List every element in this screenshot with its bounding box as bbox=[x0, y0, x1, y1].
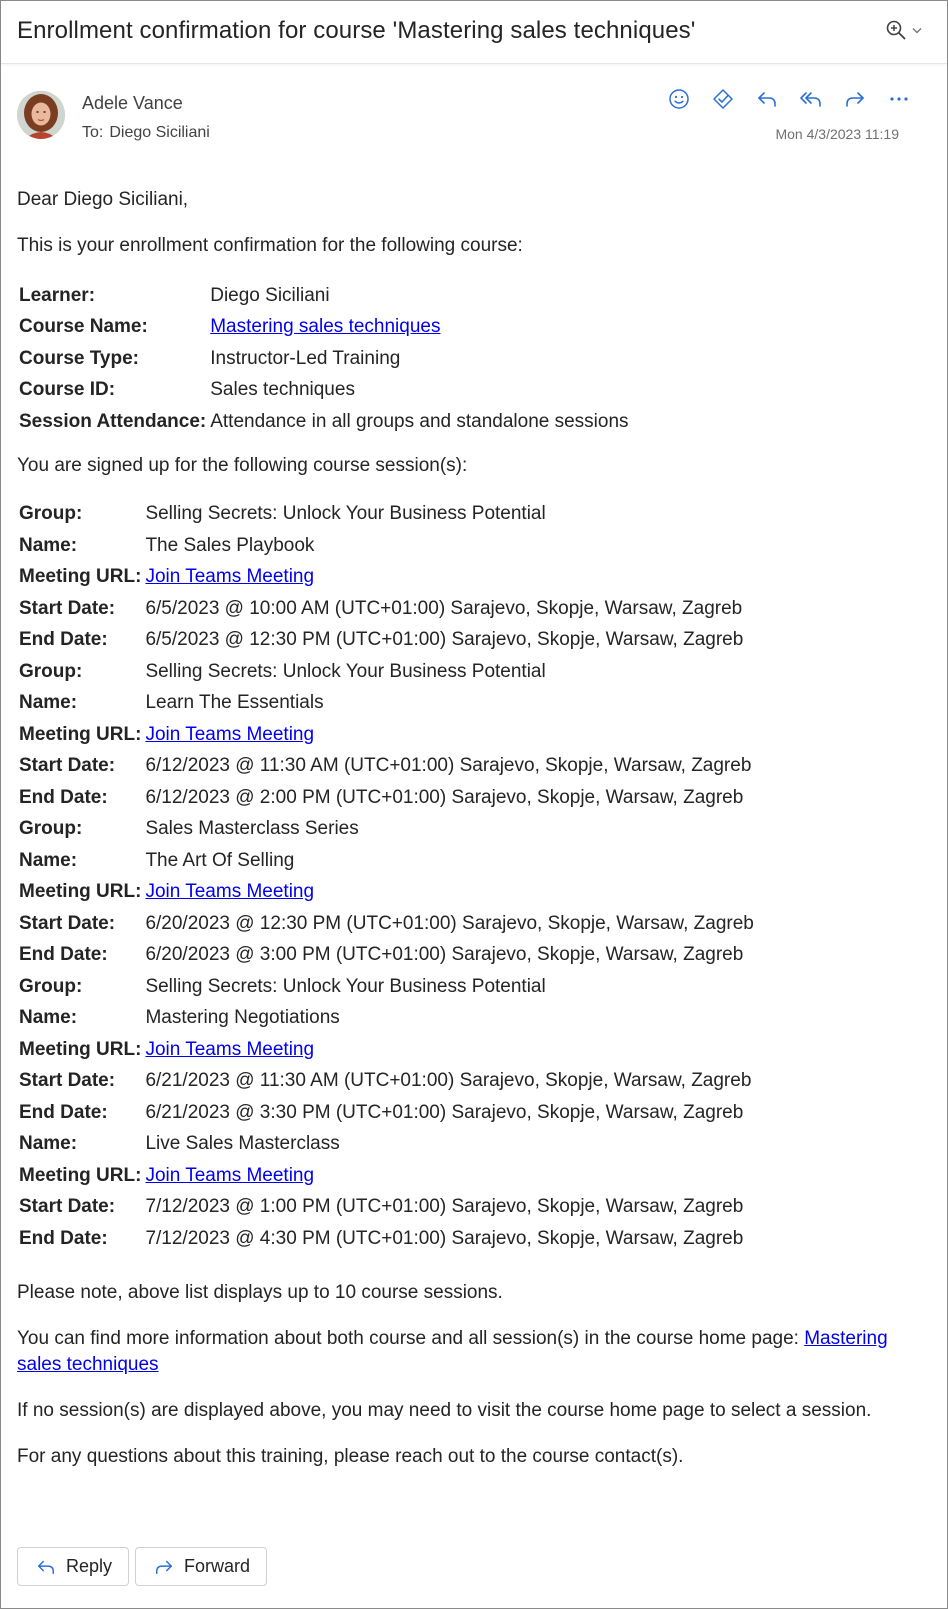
session-detail-row bbox=[19, 499, 754, 531]
email-subject: Enrollment confirmation for course 'Mastering sales techniques' bbox=[17, 17, 696, 44]
field-value-cell: 6/21/2023 @ 11:30 AM (UTC+01:00) Sarajevo, Skopje, Warsaw, Zagreb bbox=[145, 1070, 752, 1092]
avatar-portrait-icon bbox=[17, 91, 65, 139]
field-value-cell: The Art Of Selling bbox=[145, 849, 295, 871]
session-detail-row bbox=[19, 751, 754, 783]
course-home-link[interactable]: Mastering sales techniques bbox=[17, 1327, 888, 1375]
field-label: Start Date: bbox=[19, 597, 116, 619]
reply-all-button[interactable] bbox=[799, 87, 823, 111]
field-value-cell: Learn The Essentials bbox=[145, 692, 324, 714]
sender-name[interactable]: Adele Vance bbox=[82, 93, 183, 113]
field-value-cell: 6/5/2023 @ 12:30 PM (UTC+01:00) Sarajevo, Skopje, Warsaw, Zagreb bbox=[145, 629, 744, 651]
field-value-cell: 6/5/2023 @ 10:00 AM (UTC+01:00) Sarajevo, Skopje, Warsaw, Zagreb bbox=[145, 597, 743, 619]
field-label: Start Date: bbox=[19, 1196, 116, 1218]
field-label: Group: bbox=[19, 818, 83, 840]
more-info-text bbox=[17, 1326, 932, 1378]
field-value-link[interactable]: Join Teams Meeting bbox=[145, 723, 315, 745]
field-label: Name: bbox=[19, 849, 78, 871]
session-detail-row bbox=[19, 782, 754, 814]
session-detail-row bbox=[19, 814, 754, 846]
course-detail-row bbox=[19, 375, 629, 407]
email-body bbox=[17, 187, 932, 1470]
course-detail-row bbox=[19, 406, 629, 438]
field-label: Learner: bbox=[19, 284, 96, 306]
field-label: Start Date: bbox=[19, 912, 116, 934]
emoji-button[interactable] bbox=[667, 87, 691, 111]
zoom-in-icon bbox=[885, 19, 907, 41]
session-detail-row bbox=[19, 877, 754, 909]
message-actions bbox=[667, 87, 911, 111]
session-detail-row bbox=[19, 656, 754, 688]
field-label: End Date: bbox=[19, 629, 108, 651]
field-value-cell: Instructor-Led Training bbox=[210, 347, 401, 369]
session-detail-row bbox=[19, 940, 754, 972]
field-value-cell: Selling Secrets: Unlock Your Business Potential bbox=[145, 503, 546, 525]
field-label: End Date: bbox=[19, 786, 108, 808]
emoji-icon bbox=[668, 88, 690, 110]
message-header bbox=[1, 63, 947, 163]
field-label: Meeting URL: bbox=[19, 566, 142, 588]
session-detail-row bbox=[19, 1129, 754, 1161]
session-detail-row bbox=[19, 1097, 754, 1129]
to-label: To: bbox=[82, 124, 104, 141]
field-value-link[interactable]: Join Teams Meeting bbox=[145, 1038, 315, 1060]
field-label: Course Type: bbox=[19, 347, 140, 369]
field-label: Name: bbox=[19, 1133, 78, 1155]
field-value-cell: Selling Secrets: Unlock Your Business Potential bbox=[145, 975, 546, 997]
field-label: Course ID: bbox=[19, 379, 116, 401]
field-value-cell: 6/12/2023 @ 11:30 AM (UTC+01:00) Sarajevo, Skopje, Warsaw, Zagreb bbox=[145, 755, 752, 777]
field-label: Meeting URL: bbox=[19, 1164, 142, 1186]
field-value-cell: 7/12/2023 @ 4:30 PM (UTC+01:00) Sarajevo, Skopje, Warsaw, Zagreb bbox=[145, 1227, 744, 1249]
field-label: Name: bbox=[19, 692, 78, 714]
more-info-label: You can find more information about both course and all session(s) in the course home page: bbox=[17, 1327, 805, 1349]
sent-date: Mon 4/3/2023 11:19 bbox=[775, 126, 899, 142]
field-value-cell: Selling Secrets: Unlock Your Business Potential bbox=[145, 660, 546, 682]
field-label: End Date: bbox=[19, 1101, 108, 1123]
field-value-link[interactable]: Join Teams Meeting bbox=[145, 1164, 315, 1186]
field-label: Session Attendance: bbox=[19, 410, 207, 432]
session-detail-row bbox=[19, 530, 754, 562]
no-session-text: If no session(s) are displayed above, you may need to visit the course home page to select a session. bbox=[17, 1399, 872, 1421]
greeting: Dear Diego Siciliani, bbox=[17, 189, 189, 210]
field-label: Start Date: bbox=[19, 1070, 116, 1092]
field-value-cell bbox=[210, 312, 628, 344]
recipient-name[interactable]: Diego Siciliani bbox=[109, 124, 210, 141]
session-detail-row bbox=[19, 1066, 754, 1098]
reply-all-icon bbox=[799, 88, 823, 110]
field-label: End Date: bbox=[19, 944, 108, 966]
session-detail-row bbox=[19, 908, 754, 940]
session-detail-row bbox=[19, 688, 754, 720]
note-text: Please note, above list displays up to 10 course sessions. bbox=[17, 1281, 503, 1303]
field-label: End Date: bbox=[19, 1227, 108, 1249]
bottom-actions bbox=[17, 1547, 267, 1586]
session-detail-row bbox=[19, 625, 754, 657]
zoom-button[interactable] bbox=[885, 19, 923, 41]
field-value-cell: 6/21/2023 @ 3:30 PM (UTC+01:00) Sarajevo, Skopje, Warsaw, Zagreb bbox=[145, 1101, 744, 1123]
field-value-link[interactable]: Join Teams Meeting bbox=[145, 566, 315, 588]
field-label: Name: bbox=[19, 1007, 78, 1029]
sessions-intro-text: You are signed up for the following course session(s): bbox=[17, 454, 468, 476]
session-detail-row bbox=[19, 562, 754, 594]
session-detail-row bbox=[19, 1192, 754, 1224]
forward-icon bbox=[154, 1557, 174, 1577]
session-detail-row bbox=[19, 1034, 754, 1066]
intro-text: This is your enrollment confirmation for the following course: bbox=[17, 235, 523, 256]
forward-icon bbox=[844, 88, 866, 110]
field-label: Meeting URL: bbox=[19, 723, 142, 745]
field-value-link[interactable]: Mastering sales techniques bbox=[210, 316, 441, 338]
forward-button[interactable] bbox=[135, 1547, 267, 1586]
questions-text: For any questions about this training, please reach out to the course contact(s). bbox=[17, 1445, 684, 1467]
avatar[interactable] bbox=[17, 91, 65, 139]
reply-icon bbox=[36, 1557, 56, 1577]
field-value-cell: Diego Siciliani bbox=[210, 284, 330, 306]
course-detail-row bbox=[19, 280, 629, 312]
field-value-cell: Sales Masterclass Series bbox=[145, 818, 359, 840]
teams-icon bbox=[712, 88, 734, 110]
session-detail-row bbox=[19, 1160, 754, 1192]
reply-button-label: Reply bbox=[66, 1556, 113, 1576]
field-value-cell bbox=[145, 1034, 753, 1066]
session-detail-row bbox=[19, 1223, 754, 1255]
field-value-link[interactable]: Join Teams Meeting bbox=[145, 881, 315, 903]
session-detail-row bbox=[19, 593, 754, 625]
recipient-line bbox=[82, 124, 210, 142]
field-label: Course Name: bbox=[19, 316, 148, 338]
field-label: Meeting URL: bbox=[19, 881, 142, 903]
reply-button[interactable] bbox=[17, 1547, 129, 1586]
field-value-cell: Sales techniques bbox=[210, 379, 355, 401]
teams-button[interactable] bbox=[711, 87, 735, 111]
session-detail-row bbox=[19, 845, 754, 877]
subject-bar bbox=[1, 1, 947, 64]
course-details-table bbox=[19, 280, 629, 438]
field-label: Group: bbox=[19, 503, 83, 525]
field-label: Group: bbox=[19, 660, 83, 682]
field-value-cell: 7/12/2023 @ 1:00 PM (UTC+01:00) Sarajevo, Skopje, Warsaw, Zagreb bbox=[145, 1196, 744, 1218]
course-detail-row bbox=[19, 343, 629, 375]
field-value-cell: Mastering Negotiations bbox=[145, 1007, 340, 1029]
forward-button-label: Forward bbox=[184, 1556, 251, 1576]
reply-action-button[interactable] bbox=[755, 87, 779, 111]
field-value-cell: Live Sales Masterclass bbox=[145, 1133, 340, 1155]
course-detail-row bbox=[19, 312, 629, 344]
field-value-cell bbox=[145, 562, 753, 594]
sessions-table bbox=[19, 499, 754, 1255]
field-label: Start Date: bbox=[19, 755, 116, 777]
field-label: Meeting URL: bbox=[19, 1038, 142, 1060]
session-detail-row bbox=[19, 971, 754, 1003]
field-label: Group: bbox=[19, 975, 83, 997]
field-value-cell bbox=[145, 1160, 753, 1192]
field-label: Name: bbox=[19, 534, 78, 556]
field-value-cell: 6/20/2023 @ 3:00 PM (UTC+01:00) Sarajevo, Skopje, Warsaw, Zagreb bbox=[145, 944, 744, 966]
more-icon bbox=[888, 88, 910, 110]
field-value-cell bbox=[145, 719, 753, 751]
field-value-cell: Attendance in all groups and standalone sessions bbox=[210, 410, 629, 432]
field-value-cell bbox=[145, 877, 753, 909]
field-value-cell: 6/12/2023 @ 2:00 PM (UTC+01:00) Sarajevo, Skopje, Warsaw, Zagreb bbox=[145, 786, 744, 808]
session-detail-row bbox=[19, 719, 754, 751]
forward-action-button[interactable] bbox=[843, 87, 867, 111]
session-detail-row bbox=[19, 1003, 754, 1035]
reply-icon bbox=[756, 88, 778, 110]
field-value-cell: The Sales Playbook bbox=[145, 534, 315, 556]
more-actions-button[interactable] bbox=[887, 87, 911, 111]
chevron-down-icon bbox=[911, 24, 923, 36]
field-value-cell: 6/20/2023 @ 12:30 PM (UTC+01:00) Sarajevo, Skopje, Warsaw, Zagreb bbox=[145, 912, 754, 934]
